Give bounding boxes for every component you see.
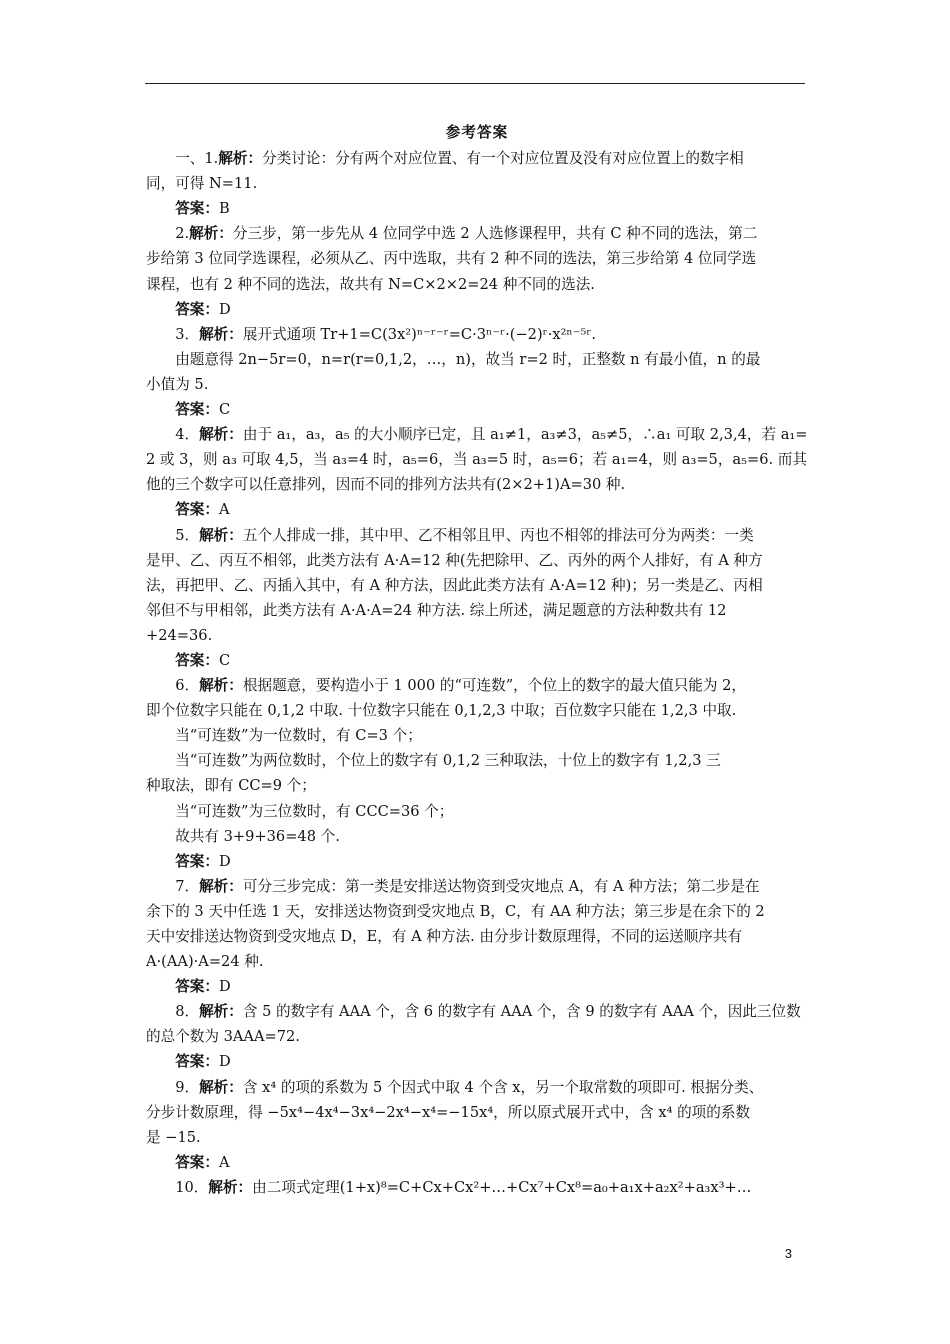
- q5-number: 5．: [175, 526, 200, 544]
- page-title: 参考答案: [445, 124, 509, 141]
- q4-number: 4．: [175, 426, 200, 444]
- q9-line1: 9．解析：含 x⁴ 的项的系数为 5 个因式中取 4 个含 x，另一个取常数的项即可. 根据分类、: [175, 1078, 764, 1096]
- analysis-label: 解析：: [199, 426, 243, 444]
- q7-number: 7．: [175, 877, 200, 895]
- q6-line2: 即个位数字只能在 0,1,2 中取. 十位数字只能在 0,1,2,3 中取；百位数字只能在 1,2,3 中取.: [146, 702, 737, 720]
- analysis-label: 解析：: [218, 150, 263, 168]
- q6-line3: 当“可连数”为一位数时，有 C=3 个；: [175, 727, 422, 745]
- analysis-label: 解析：: [199, 677, 243, 695]
- q5-line5: +24=36.: [146, 626, 213, 644]
- q1-line2: 同，可得 N=11.: [146, 175, 258, 193]
- q5-line4: 邻但不与甲相邻，此类方法有 A·A·A=24 种方法. 综上所述，满足题意的方法种数共有 12: [146, 601, 727, 619]
- q6-line4: 当“可连数”为两位数时，个位上的数字有 0,1,2 三种取法，十位上的数字有 1,2,3 三: [175, 752, 721, 770]
- analysis-label: 解析：: [199, 526, 243, 544]
- q2-answer: 答案：D: [175, 300, 231, 318]
- q1-number: 一、1.: [175, 150, 219, 168]
- q9-line3: 是 −15.: [146, 1128, 201, 1146]
- q6-line7: 故共有 3+9+36=48 个.: [175, 827, 340, 845]
- answer-label: 答案：: [175, 978, 219, 996]
- q4-line1: 4．解析：由于 a₁，a₃，a₅ 的大小顺序已定，且 a₁≠1，a₃≠3，a₅≠5，∴a₁ 可取 2,3,4，若 a₁=: [175, 426, 808, 444]
- q7-line3: 天中安排送达物资到受灾地点 D，E，有 A 种方法. 由分步计数原理得，不同的运送顺序共有: [146, 928, 743, 945]
- answer-label: 答案：: [175, 501, 219, 519]
- q3-line2: 由题意得 2n−5r=0，n=r(r=0,1,2，…，n)，故当 r=2 时，正整数 n 有最小值，n 的最: [175, 350, 761, 368]
- q8-line2: 的总个数为 3AAA=72.: [146, 1028, 300, 1046]
- q7-line1: 7．解析：可分三步完成：第一类是安排送达物资到受灾地点 A，有 A 种方法；第二步是在: [175, 877, 760, 895]
- answer-content: [146, 120, 808, 1200]
- q6-line5: 种取法，即有 CC=9 个；: [146, 777, 316, 795]
- page-number: 3: [784, 1246, 792, 1261]
- analysis-label: 解析：: [199, 1078, 243, 1096]
- q5-line3: 法，再把甲、乙、丙插入其中，有 A 种方法，因此此类方法有 A·A=12 种)；另一类是乙、丙相: [146, 576, 763, 594]
- answer-label: 答案：: [175, 200, 219, 218]
- q1-answer: 答案：B: [175, 200, 230, 218]
- q8-answer: 答案：D: [175, 1053, 231, 1071]
- q6-line1: 6．解析：根据题意，要构造小于 1 000 的“可连数”，个位上的数字的最大值只能为 2，: [175, 677, 746, 695]
- q9-line2: 分步计数原理，得 −5x⁴−4x⁴−3x⁴−2x⁴−x⁴=−15x⁴，所以原式展开式中，含 x⁴ 的项的系数: [146, 1103, 751, 1121]
- header-rule: [145, 83, 805, 84]
- q8-line1: 8．解析：含 5 的数字有 AAA 个，含 6 的数字有 AAA 个，含 9 的数字有 AAA 个，因此三位数: [175, 1003, 801, 1021]
- analysis-label: 解析：: [189, 225, 233, 243]
- q3-line3: 小值为 5.: [146, 375, 209, 393]
- q10-line1: 10．解析：由二项式定理(1+x)⁸=C+Cx+Cx²+…+Cx⁷+Cx⁸=a₀+a₁x+a₂x²+a₃x³+…: [175, 1178, 752, 1196]
- q7-answer: 答案：D: [175, 978, 231, 996]
- q3-number: 3．: [175, 325, 200, 343]
- q8-number: 8．: [175, 1003, 200, 1021]
- answer-label: 答案：: [175, 300, 219, 318]
- q7-line4: A·(AA)·A=24 种.: [146, 953, 264, 971]
- analysis-label: 解析：: [199, 877, 243, 895]
- q10-number: 10．: [175, 1178, 209, 1196]
- answer-label: 答案：: [175, 401, 219, 419]
- q3-line1: 3．解析：展开式通项 Tr+1=C(3x²)ⁿ⁻ʳ⁻ʳ=C·3ⁿ⁻ʳ·(−2)ʳ·x²ⁿ⁻⁵ʳ.: [175, 325, 597, 343]
- q4-line2: 2 或 3，则 a₃ 可取 4,5，当 a₃=4 时，a₅=6，当 a₃=5 时，a₅=6；若 a₁=4，则 a₃=5，a₅=6. 而其: [146, 451, 807, 469]
- answer-label: 答案：: [175, 1053, 219, 1071]
- q2-line2: 步给第 3 位同学选课程，必须从乙、丙中选取，共有 2 种不同的选法，第三步给第 4 位同学选: [146, 250, 757, 268]
- q9-number: 9．: [175, 1078, 200, 1096]
- q5-answer: 答案：C: [175, 651, 231, 669]
- answer-label: 答案：: [175, 852, 219, 870]
- q6-line6: 当“可连数”为三位数时，有 CCC=36 个；: [175, 802, 454, 820]
- q2-number: 2.: [175, 225, 190, 243]
- q4-line3: 他的三个数字可以任意排列，因而不同的排列方法共有(2×2+1)A=30 种.: [146, 476, 626, 494]
- analysis-label: 解析：: [199, 1003, 243, 1021]
- analysis-label: 解析：: [199, 325, 243, 343]
- answer-label: 答案：: [175, 651, 219, 669]
- answer-label: 答案：: [175, 1153, 219, 1171]
- q5-line2: 是甲、乙、丙互不相邻，此类方法有 A·A=12 种(先把除甲、乙、丙外的两个人排好，有 A 种方: [146, 551, 763, 569]
- q4-answer: 答案：A: [175, 501, 230, 519]
- q9-answer: 答案：A: [175, 1153, 230, 1171]
- q1-line1: 一、1.解析：分类讨论：分有两个对应位置、有一个对应位置及没有对应位置上的数字相: [175, 150, 744, 168]
- analysis-label: 解析：: [208, 1178, 253, 1196]
- q5-line1: 5．解析：五个人排成一排，其中甲、乙不相邻且甲、丙也不相邻的排法可分为两类：一类: [175, 526, 754, 544]
- q7-line2: 余下的 3 天中任选 1 天，安排送达物资到受灾地点 B，C，有 AA 种方法；第三步是在余下的 2: [146, 902, 765, 920]
- q3-answer: 答案：C: [175, 401, 231, 419]
- q6-answer: 答案：D: [175, 852, 231, 870]
- q2-line3: 课程，也有 2 种不同的选法，故共有 N=C×2×2=24 种不同的选法.: [146, 275, 595, 293]
- q2-line1: 2.解析：分三步，第一步先从 4 位同学中选 2 人选修课程甲，共有 C 种不同的选法，第二: [175, 225, 758, 243]
- q6-number: 6．: [175, 677, 200, 695]
